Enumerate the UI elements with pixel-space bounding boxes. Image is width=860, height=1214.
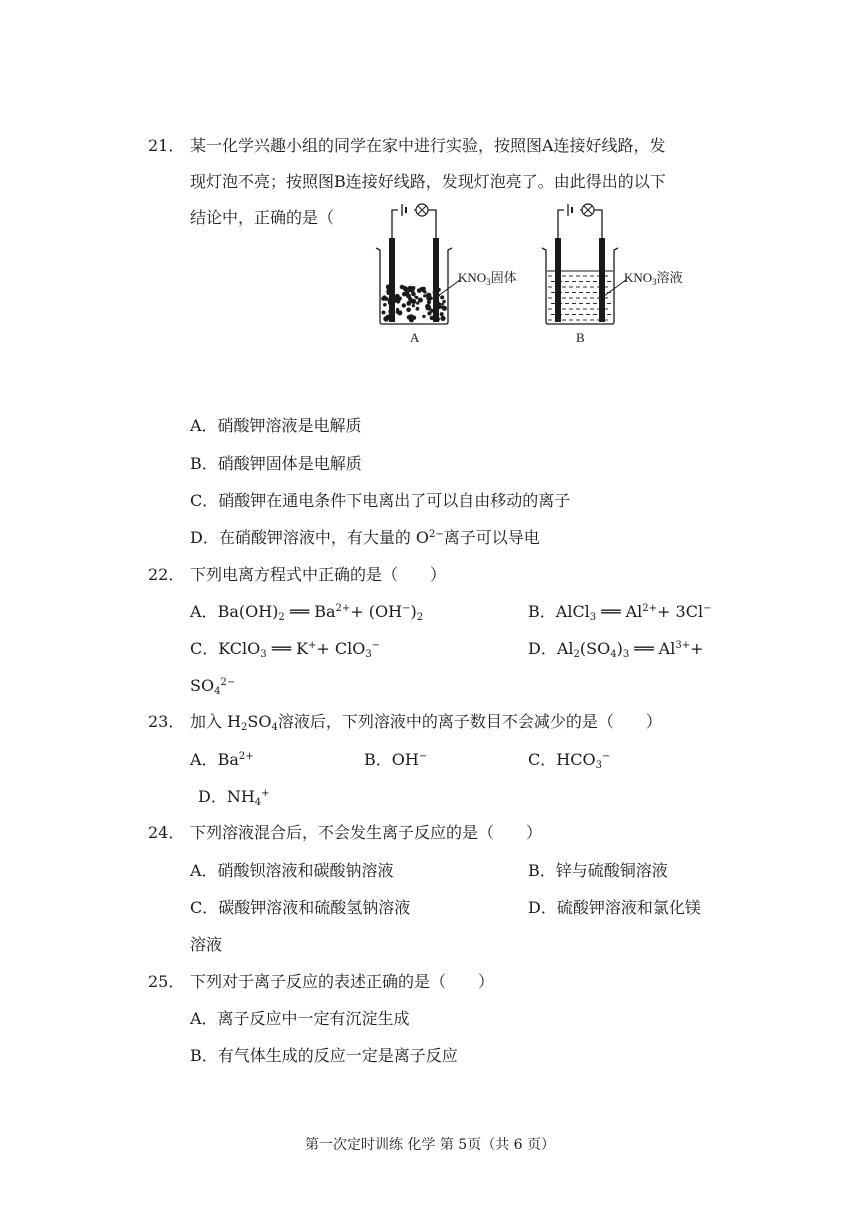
question-stem: 下列电离方程式中正确的是（ ） <box>190 565 447 584</box>
option-a: A．$Ba(OH)_2$ ══ $Ba^{2+}+ (OH^-)_2$ <box>190 602 424 623</box>
option-d: D．硫酸钾溶液和氯化镁 <box>528 898 701 917</box>
apparatus-b <box>542 204 683 345</box>
option-d-continued: 溶液 <box>190 935 223 954</box>
question-stem: 加入 $H_2SO_4$溶液后，下列溶液中的离子数目不会减少的是（ ） <box>190 712 662 733</box>
question-stem: 结论中，正确的是（ <box>190 208 335 227</box>
option-b: B．硝酸钾固体是电解质 <box>190 454 362 473</box>
option-b: B．有气体生成的反应一定是离子反应 <box>190 1046 458 1065</box>
question-stem: 下列溶液混合后，不会发生离子反应的是（ ） <box>190 823 543 842</box>
option-a: A．硝酸钡溶液和碳酸钠溶液 <box>190 861 394 880</box>
option-a: A．硝酸钾溶液是电解质 <box>190 416 362 435</box>
figure-caption-a: A <box>410 330 420 345</box>
option-d: D．在硝酸钾溶液中，有大量的 $O^{2-}$离子可以导电 <box>190 528 540 547</box>
option-d: D．$NH_4^+$ <box>198 787 270 808</box>
question-number: 24． <box>148 823 185 842</box>
question-number: 21． <box>148 136 185 155</box>
page-footer: 第一次定时训练 化学 第 5页（共 6 页） <box>304 1137 556 1153</box>
question-number: 22． <box>148 565 185 584</box>
option-c: C．碳酸钾溶液和硫酸氢钠溶液 <box>190 898 411 917</box>
figure-caption-b: B <box>576 330 585 345</box>
option-b: B．锌与硫酸铜溶液 <box>528 861 668 880</box>
option-d-continued: $SO_4^{2-}$ <box>190 676 236 697</box>
option-b: B．AlCl$_3$ ══ $Al^{2+}+ 3Cl^-$ <box>528 602 712 623</box>
question-number: 23． <box>148 712 185 731</box>
option-a: A．离子反应中一定有沉淀生成 <box>190 1009 410 1028</box>
question-stem: 现灯泡不亮；按照图B连接好线路，发现灯泡亮了。由此得出的以下 <box>190 172 666 191</box>
figure-label-a: $KNO_3$固体 <box>458 270 517 287</box>
option-c: C．硝酸钾在通电条件下电离出了可以自由移动的离子 <box>190 491 571 510</box>
option-c: C．KClO$_3$ ══ K++ ClO$_3$− <box>190 639 381 660</box>
figure-label-b: $KNO_3$溶液 <box>624 270 683 287</box>
apparatus-a <box>376 204 517 345</box>
option-b: B．OH− <box>364 750 428 769</box>
question-stem: 某一化学兴趣小组的同学在家中进行实验，按照图A连接好线路，发 <box>190 136 666 155</box>
conductivity-experiment-figure <box>370 200 710 350</box>
option-c: C．$HCO_3^-$ <box>528 750 611 771</box>
question-stem: 下列对于离子反应的表述正确的是（ ） <box>190 972 495 991</box>
question-number: 25． <box>148 972 185 991</box>
option-a: A．$Ba^{2+}$ <box>190 750 254 769</box>
option-d: D．$Al_2(SO_4)_3$ ══ $Al^{3+}+$ <box>528 639 704 660</box>
